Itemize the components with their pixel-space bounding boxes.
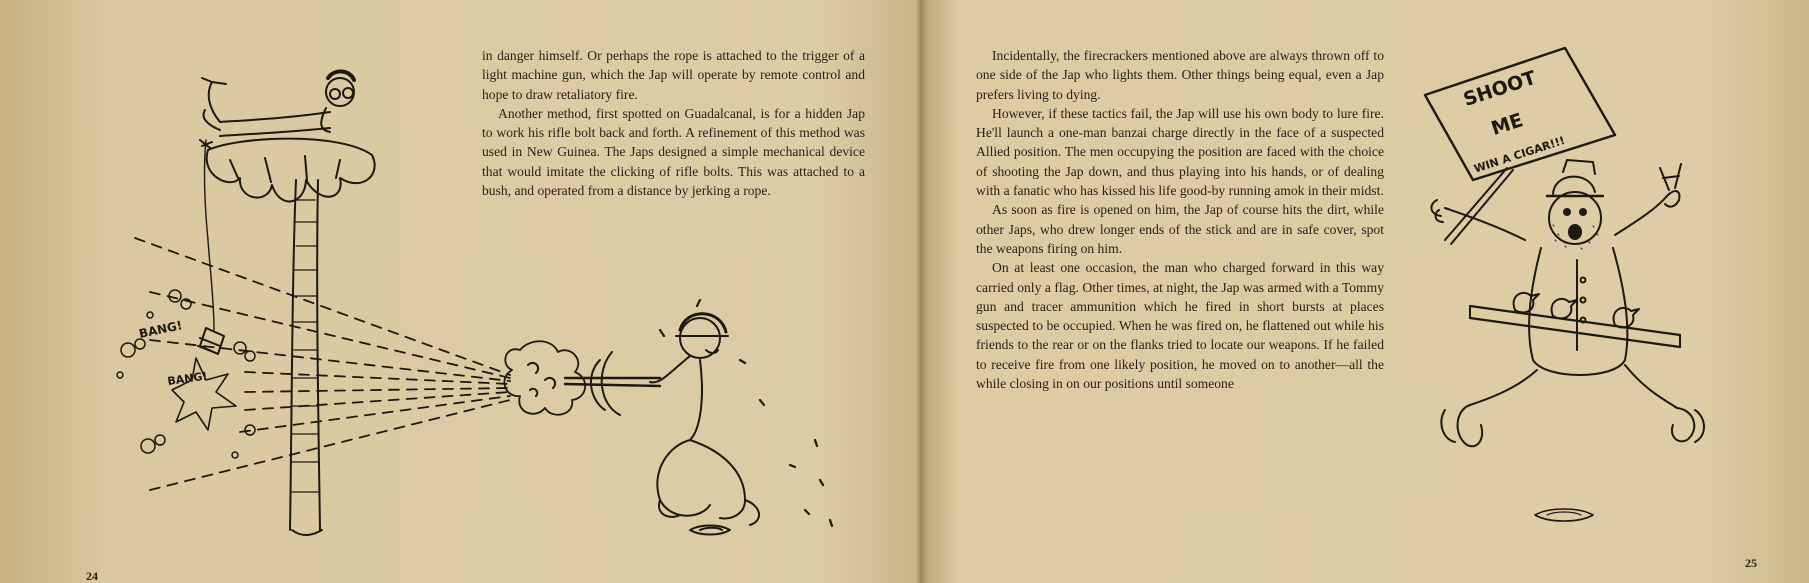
illustration-decoy-soldier-with-sign	[925, 0, 1809, 583]
sign-line-1: SHOOT	[1460, 66, 1539, 111]
left-page-body-text	[482, 46, 865, 200]
paragraph: in danger himself. Or perhaps the rope is attached to the trigger of a light machine gun, which the Jap will operate by remote control and hope to draw retaliatory fire.	[482, 48, 865, 102]
sign-line-3: WIN A CIGAR!!!	[1472, 133, 1567, 176]
bang-label-2: BANG!	[166, 369, 209, 388]
bang-label-1: BANG!	[137, 318, 184, 341]
paragraph: Another method, first spotted on Guadalcanal, is for a hidden Jap to work his rifle bolt back and forth. A refinement of this method was used in New Guinea. The Japs designed a simple mechanical device that would imitate the clicking of rifle bolts. This was attached to a bush, and operated from a distance by jerking a rope.	[482, 105, 865, 199]
sign-line-2: ME	[1488, 109, 1526, 141]
paragraph: However, if these tactics fail, the Jap will use his own body to lure fire. He'll launch a one-man banzai charge directly in the face of a suspected Allied position. The men occupying the position are faced with the choice of shooting the Jap down, and thus playing into his hands, or of dealing with a fanatic who has kissed his life good-by running amok in their midst.	[976, 105, 1384, 199]
paragraph: On at least one occasion, the man who charged forward in this way carried only a flag. Other times, at night, the Jap was armed with a Tommy gun and tracer ammunition which he fired in short bursts at places suspected to be occupied. When he was fired on, he flattened out while his friends to the rear or on the flanks tried to locate our weapons. If he failed to receive fire from one likely position, he moved on to another—all the while closing in on our positions until someone	[976, 260, 1384, 392]
sign-text	[1461, 67, 1567, 176]
paragraph: As soon as fire is opened on him, the Jap of course hits the dirt, while other Japs, who drew longer ends of the stick and are in safe cover, spot the weapons firing on him.	[976, 202, 1384, 256]
paragraph: Incidentally, the firecrackers mentioned above are always thrown off to one side of the Jap who lights them. Other things being equal, even a Jap prefers living to dying.	[976, 48, 1384, 102]
right-page	[925, 0, 1809, 583]
page-number-left: 24	[86, 569, 98, 583]
page-number-right: 25	[1745, 556, 1757, 570]
